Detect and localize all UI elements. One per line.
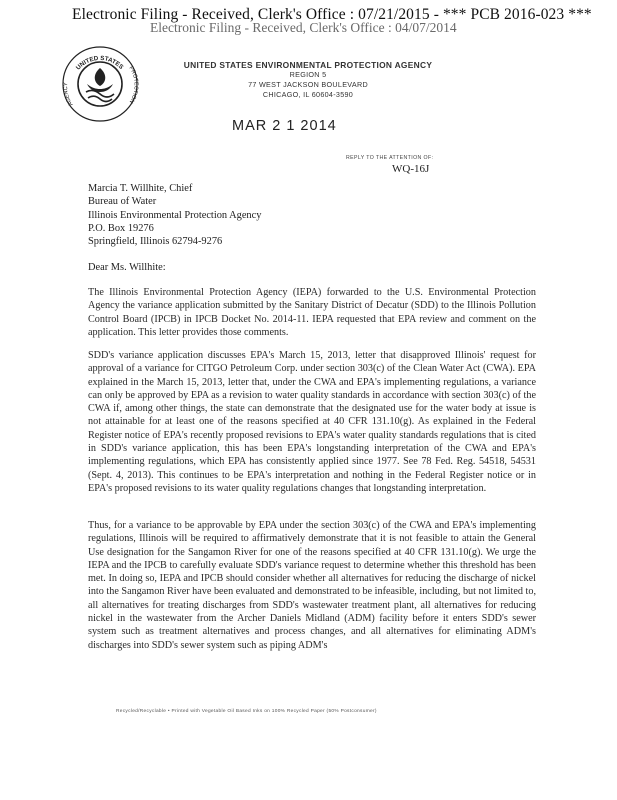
recipient-address — [88, 182, 261, 248]
recipient-line: Illinois Environmental Protection Agency — [88, 209, 262, 221]
recipient-line: Bureau of Water — [88, 196, 157, 208]
body-paragraph: The Illinois Environmental Protection Agency (IEPA) forwarded to the U.S. Environmental Protection Agency the variance application submitted by the Sanitary District of Decatur (SDD) to the Illinois Pollution Control Board (IPCB) in IPCB Docket No. 2014-11. IEPA requested that EPA review and comment on the application. This letter provides those comments. — [88, 287, 536, 338]
body-paragraph: Thus, for a variance to be approvable by EPA under the section 303(c) of the CWA and EPA's implementing regulations, Illinois will be required to affirmatively demonstrate that it is not feasible to attain the General Use designation for the Sangamon River for one of the reasons specified at 40 CFR 131.10(g). We urge the IEPA and the IPCB to carefully evaluate SDD's variance request to determine whether this threshold has been met. In doing so, IEPA and IPCB should consider whether all alternatives for reducing the discharge of nickel into the Sangamon River have been evaluated and demonstrated to be infeasible, including, but not limited to, all alternatives for treating discharges from SDD's wastewater treatment plant, all alternatives for reducing nickel in the wastewater from the Archer Daniels Midland (ADM) facility before it enters SDD's sewer system such as treatment alternatives and process changes, and all alternatives for eliminating ADM's discharges into SDD's sewer system such as piping ADM's — [88, 520, 536, 651]
recycled-footer: Recycled/Recyclable • Printed with Vegetable Oil Based Inks on 100% Recycled Paper (50% Postconsumer) — [116, 709, 377, 714]
reply-code: WQ-16J — [392, 163, 430, 175]
date-stamp: MAR 2 1 2014 — [232, 118, 337, 134]
recipient-name: Marcia T. Willhite, Chief — [88, 183, 193, 194]
reply-attention-label: REPLY TO THE ATTENTION OF: — [346, 155, 434, 161]
filing-stamp: Electronic Filing - Received, Clerk's Office : 07/21/2015 - *** PCB 2016-023 *** — [72, 6, 592, 23]
epa-seal-icon — [60, 44, 140, 124]
letterhead — [158, 60, 458, 100]
recipient-line: P.O. Box 19276 — [88, 222, 154, 234]
city-line: CHICAGO, IL 60604-3590 — [262, 90, 354, 99]
seal-right-text: PROTECTION — [127, 65, 139, 104]
faded-filing-stamp: Electronic Filing - Received, Clerk's Office : 04/07/2014 — [150, 20, 457, 35]
recipient-line: Springfield, Illinois 62794-9276 — [88, 236, 223, 248]
agency-name: UNITED STATES ENVIRONMENTAL PROTECTION AGENCY — [183, 60, 433, 70]
street-line: 77 WEST JACKSON BOULEVARD — [248, 80, 368, 89]
seal-outer-text: UNITED STATES — [74, 54, 125, 72]
body-paragraph: SDD's variance application discusses EPA's March 15, 2013, letter that disapproved Illinois' request for approval of a variance for CITGO Petroleum Corp. under section 303(c) of the Clean Water Act (CWA). EPA explained in the March 15, 2013, letter that, under the CWA and EPA's implementing regulations, a variance can only be approved by EPA as a revision to water quality standards in accordance with section 303(c) of the CWA if, among other things, the state can demonstrate that the designated use for the water body at issue is not attainable for at least one of the reasons specified at 40 CFR 131.10(g). As explained in the Federal Register notice of EPA's recently proposed revisions to EPA's water quality standards regulations that is cited in SDD's variance application, this has been EPA's longstanding interpretation of the CWA and EPA's implementing regulations, which EPA has consistently applied since 1977. See 78 Fed. Reg. 54518, 54531 (Sept. 4, 2013). This continues to be EPA's interpretation and nothing in the Federal Register notice or in EPA's proposed revisions to its water quality regulations changes that longstanding interpretation. — [88, 350, 536, 494]
salutation: Dear Ms. Willhite: — [88, 262, 166, 273]
seal-left-text: AGENCY — [63, 82, 75, 107]
region-line: REGION 5 — [289, 70, 327, 79]
